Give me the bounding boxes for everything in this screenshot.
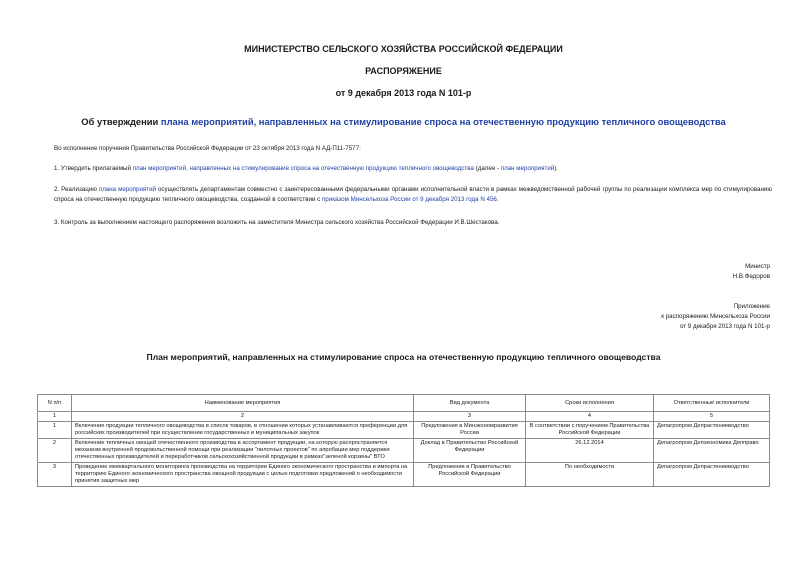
header-cell-executors: Ответственные исполнители bbox=[654, 395, 770, 412]
col-number-cell: 4 bbox=[526, 412, 654, 422]
p2-text-c: . bbox=[496, 196, 499, 203]
plan-title: План мероприятий, направленных на стимулирование спроса на отечественную продукцию тепличного овощеводства bbox=[146, 352, 661, 362]
row-number: 1 bbox=[38, 422, 72, 439]
paragraph-1 bbox=[54, 164, 772, 174]
p2-plan-link[interactable]: плана мероприятий bbox=[98, 186, 157, 193]
row-number: 2 bbox=[38, 439, 72, 463]
row-executors: Депагропром Депэкономика Депправо bbox=[654, 439, 770, 463]
p1-text-c: ). bbox=[554, 165, 559, 172]
row-executors: Депагропром Депрастениеводство bbox=[654, 422, 770, 439]
row-term: В соответствии с поручением Правительства Российской Федерации bbox=[526, 422, 654, 439]
table-row bbox=[38, 463, 770, 487]
header-cell-name: Наименование мероприятия bbox=[72, 395, 414, 412]
row-document: Предложения в Минэкономразвития России bbox=[414, 422, 526, 439]
paragraph-3: 3. Контроль за выполнением настоящего распоряжения возложить на заместителя Министра сельского хозяйства Российской Федерации И.В.Шестакова. bbox=[54, 219, 500, 226]
document-title bbox=[0, 116, 807, 127]
plan-table bbox=[37, 394, 770, 487]
row-number: 3 bbox=[38, 463, 72, 487]
title-plan-link[interactable]: плана мероприятий, направленных на стимулирование спроса на отечественную продукцию тепличного овощеводства bbox=[160, 116, 726, 127]
table-row bbox=[38, 439, 770, 463]
appendix-block bbox=[661, 302, 770, 332]
signature-position: Министр bbox=[745, 263, 770, 270]
p2-text-b: осуществлять департаментам совместно с заинтересованными федеральными органами исполнительной власти в рамках межведомственной рабочей группы по реализации комплекса мер по стимулированию спроса на отечественную продукцию тепличного овощеводства, созданной в соответствии с bbox=[54, 186, 772, 203]
col-number-cell: 1 bbox=[38, 412, 72, 422]
row-activity: Проведение ежеквартального мониторинга производства на территории Единого экономического пространства и импорта на территорию Единого экономического пространства овощной продукции с целью подготовки предложений о необходимости принятия защитных мер bbox=[72, 463, 414, 487]
p2-order-link[interactable]: приказом Минсельхоза России от 9 декабря 2013 года N 456 bbox=[321, 196, 497, 203]
document-date-number: от 9 декабря 2013 года N 101-р bbox=[335, 88, 472, 98]
row-term: По необходимости bbox=[526, 463, 654, 487]
col-number-cell: 2 bbox=[72, 412, 414, 422]
signature-block bbox=[733, 262, 770, 282]
row-executors: Депагропром Депрастениеводство bbox=[654, 463, 770, 487]
header-cell-term: Сроки исполнения bbox=[526, 395, 654, 412]
appendix-line-1: Приложение bbox=[733, 303, 770, 310]
appendix-line-3: от 9 декабря 2013 года N 101-р bbox=[679, 323, 770, 330]
document-type: РАСПОРЯЖЕНИЕ bbox=[365, 66, 442, 76]
title-prefix: Об утверждении bbox=[81, 116, 161, 127]
signature-name: Н.В.Федоров bbox=[732, 273, 770, 280]
col-number-cell: 3 bbox=[414, 412, 526, 422]
paragraph-2 bbox=[54, 185, 772, 205]
p1-plan-short-link[interactable]: план мероприятий bbox=[500, 165, 555, 172]
header-cell-number: N п/п bbox=[38, 395, 72, 412]
paragraph-preamble: Во исполнение поручения Правительства Российской Федерации от 23 октября 2013 года N АД-П11-7577: bbox=[54, 145, 361, 152]
row-term: 26.12.2014 bbox=[526, 439, 654, 463]
row-document: Доклад в Правительство Российской Федерации bbox=[414, 439, 526, 463]
p1-text-b: (далее - bbox=[473, 165, 501, 172]
table-row bbox=[38, 422, 770, 439]
row-document: Предложения в Правительство Российской Федерации bbox=[414, 463, 526, 487]
header-cell-document: Вид документа bbox=[414, 395, 526, 412]
col-number-cell: 5 bbox=[654, 412, 770, 422]
column-numbers-row bbox=[38, 412, 770, 422]
p1-plan-link[interactable]: план мероприятий, направленных на стимулирование спроса на отечественную продукцию тепличного овощеводства bbox=[132, 165, 474, 172]
row-activity: Включение продукции тепличного овощеводства в список товаров, в отношении которых устанавливаются преференции для российских производителей при осуществлении государственных и муниципальных закупок bbox=[72, 422, 414, 439]
ministry-name: МИНИСТЕРСТВО СЕЛЬСКОГО ХОЗЯЙСТВА РОССИЙСКОЙ ФЕДЕРАЦИИ bbox=[244, 44, 563, 54]
row-activity: Включение тепличных овощей отечественного производства в ассортимент продукции, на которую распространяется механизм внутренней продовольственной помощи при реализации "пилотных проектов" по апробации мер поддержки отечественных производителей и переработчиков сельскохозяйственной продукции в рамках"зеленой корзины" ВТО bbox=[72, 439, 414, 463]
table-header-row bbox=[38, 395, 770, 412]
p1-text-a: 1. Утвердить прилагаемый bbox=[54, 165, 133, 172]
appendix-line-2: к распоряжению Минсельхоза России bbox=[661, 313, 770, 320]
p2-text-a: 2. Реализацию bbox=[54, 186, 99, 193]
